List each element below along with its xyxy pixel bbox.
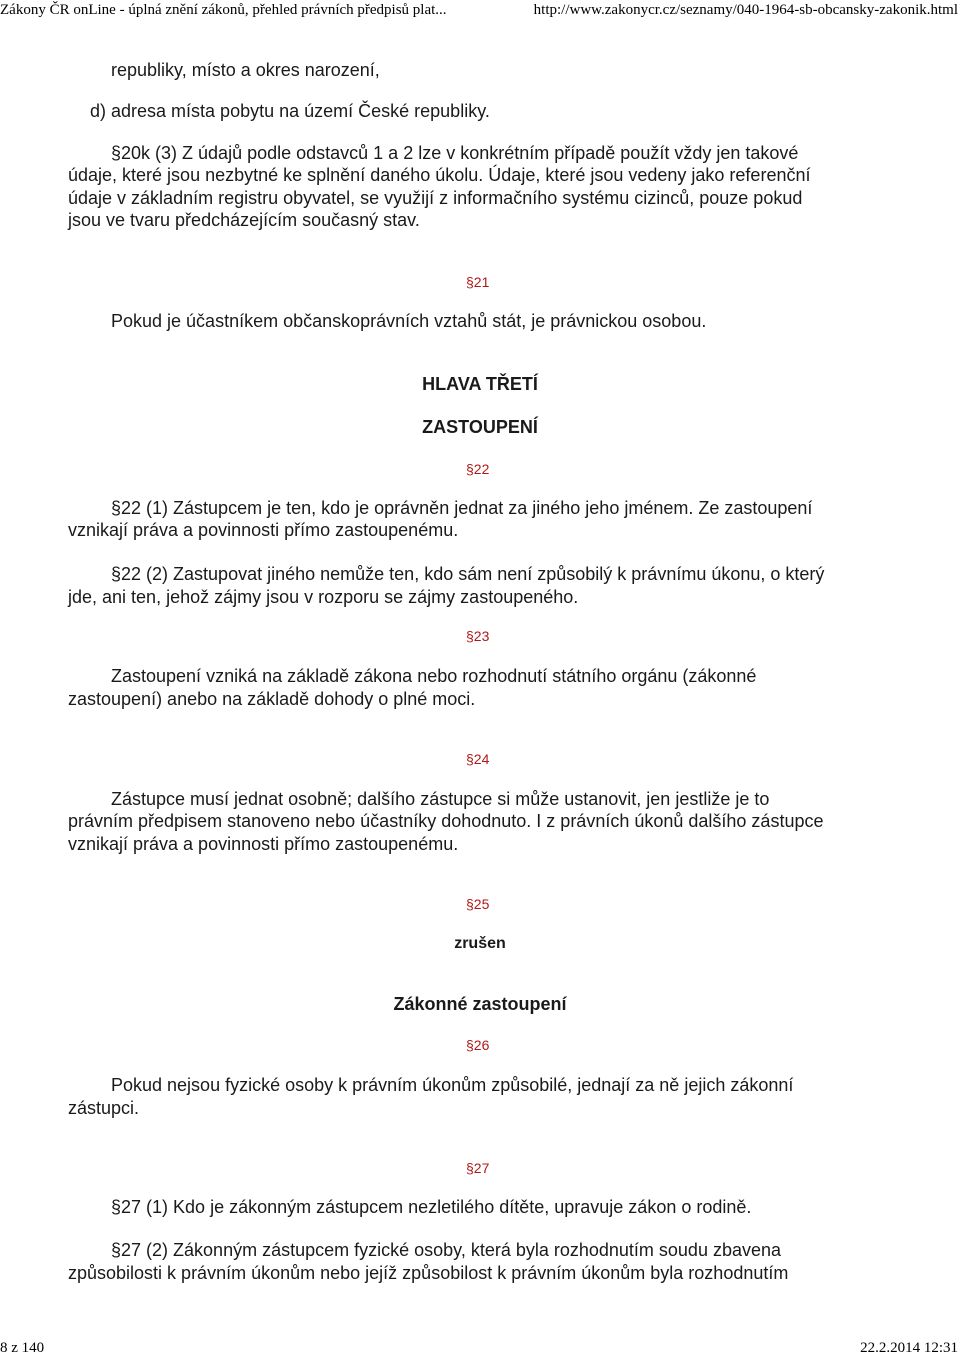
section-27-p2-line1: §27 (2) Zákonným zástupcem fyzické osoby, která byla rozhodnutím soudu zbavena: [111, 1240, 782, 1260]
section-22-p2-line2: jde, ani ten, jehož zájmy jsou v rozporu se zájmy zastoupeného.: [68, 587, 579, 607]
section-21-label: §21: [466, 274, 490, 290]
print-datetime: 22.2.2014 12:31: [860, 1340, 958, 1356]
section-23-line1: Zastoupení vzniká na základě zákona nebo rozhodnutí státního orgánu (zákonné: [111, 666, 757, 686]
section-22-p1-line2: vznikají práva a povinnosti přímo zastoupenému.: [68, 520, 459, 540]
section-sign: §: [111, 143, 122, 163]
section-27-p2-line2: způsobilosti k právním úkonům nebo jejíž způsobilost k právním úkonům byla rozhodnutím: [68, 1263, 789, 1283]
section-sign: §: [466, 1160, 474, 1176]
paragraph-20k-line1: [111, 142, 798, 164]
section-23-label: §23: [466, 628, 490, 644]
text-line: d) adresa místa pobytu na území České republiky.: [90, 101, 490, 121]
section-sign: §: [466, 628, 474, 644]
paragraph-20k-line2: údaje, které jsou nezbytné ke splnění daného úkolu. Údaje, které jsou vedeny jako referenční: [68, 165, 811, 185]
section-sign: §: [466, 1037, 474, 1053]
section-26-line1: Pokud nejsou fyzické osoby k právním úkonům způsobilé, jednají za ně jejich zákonní: [111, 1075, 794, 1095]
section-24-label: §24: [466, 751, 490, 767]
section-27-p1: §27 (1) Kdo je zákonným zástupcem nezletilého dítěte, upravuje zákon o rodině.: [111, 1197, 752, 1217]
section-24-line1: Zástupce musí jednat osobně; dalšího zástupce si může ustanovit, jen jestliže je to: [111, 789, 770, 809]
section-sign: §: [111, 1240, 122, 1260]
section-25-label: §25: [466, 896, 490, 912]
paragraph-20k-line4: jsou ve tvaru předcházejícím současný stav.: [68, 210, 420, 230]
section-sign: §: [111, 498, 122, 518]
section-24-line2: právním předpisem stanoveno nebo účastníky dohodnuto. I z právních úkonů dalšího zástupce: [68, 811, 824, 831]
section-sign: §: [466, 896, 474, 912]
section-21-text: Pokud je účastníkem občanskoprávních vztahů stát, je právnickou osobou.: [111, 311, 707, 331]
heading-zastoupeni: ZASTOUPENÍ: [422, 417, 538, 437]
print-header-title: Zákony ČR onLine - úplná znění zákonů, přehled právních předpisů plat...: [0, 2, 447, 18]
section-sign: §: [466, 751, 474, 767]
section-sign: §: [111, 1197, 122, 1217]
section-26-line2: zástupci.: [68, 1098, 140, 1118]
heading-zakonne-zastoupeni: Zákonné zastoupení: [393, 994, 567, 1014]
section-22-p1-line1: §22 (1) Zástupcem je ten, kdo je oprávněn jednat za jiného jeho jménem. Ze zastoupení: [111, 498, 813, 518]
page-number: 8 z 140: [0, 1340, 45, 1356]
paragraph-20k-line3: údaje v základním registru obyvatel, se využijí z informačního systému cizinců, pouze pokud: [68, 188, 803, 208]
section-sign: §: [466, 274, 474, 290]
section-24-line3: vznikají práva a povinnosti přímo zastoupenému.: [68, 834, 459, 854]
section-27-label: §27: [466, 1160, 490, 1176]
section-22-p2-line1: §22 (2) Zastupovat jiného nemůže ten, kdo sám není způsobilý k právnímu úkonu, o který: [111, 564, 825, 584]
section-26-label: §26: [466, 1037, 490, 1053]
section-sign: §: [466, 461, 474, 477]
section-22-label: §22: [466, 461, 490, 477]
print-header-url[interactable]: http://www.zakonycr.cz/seznamy/040-1964-sb-obcansky-zakonik.html: [533, 2, 958, 18]
text-line: republiky, místo a okres narození,: [111, 60, 380, 80]
section-23-line2: zastoupení) anebo na základě dohody o plné moci.: [68, 689, 476, 709]
section-sign: §: [111, 564, 122, 584]
section-25-repealed: zrušen: [454, 935, 506, 952]
paragraph-text: 20k (3) Z údajů podle odstavců 1 a 2 lze v konkrétním případě použít vždy jen takové: [121, 143, 799, 163]
heading-hlava: HLAVA TŘETÍ: [422, 374, 538, 394]
